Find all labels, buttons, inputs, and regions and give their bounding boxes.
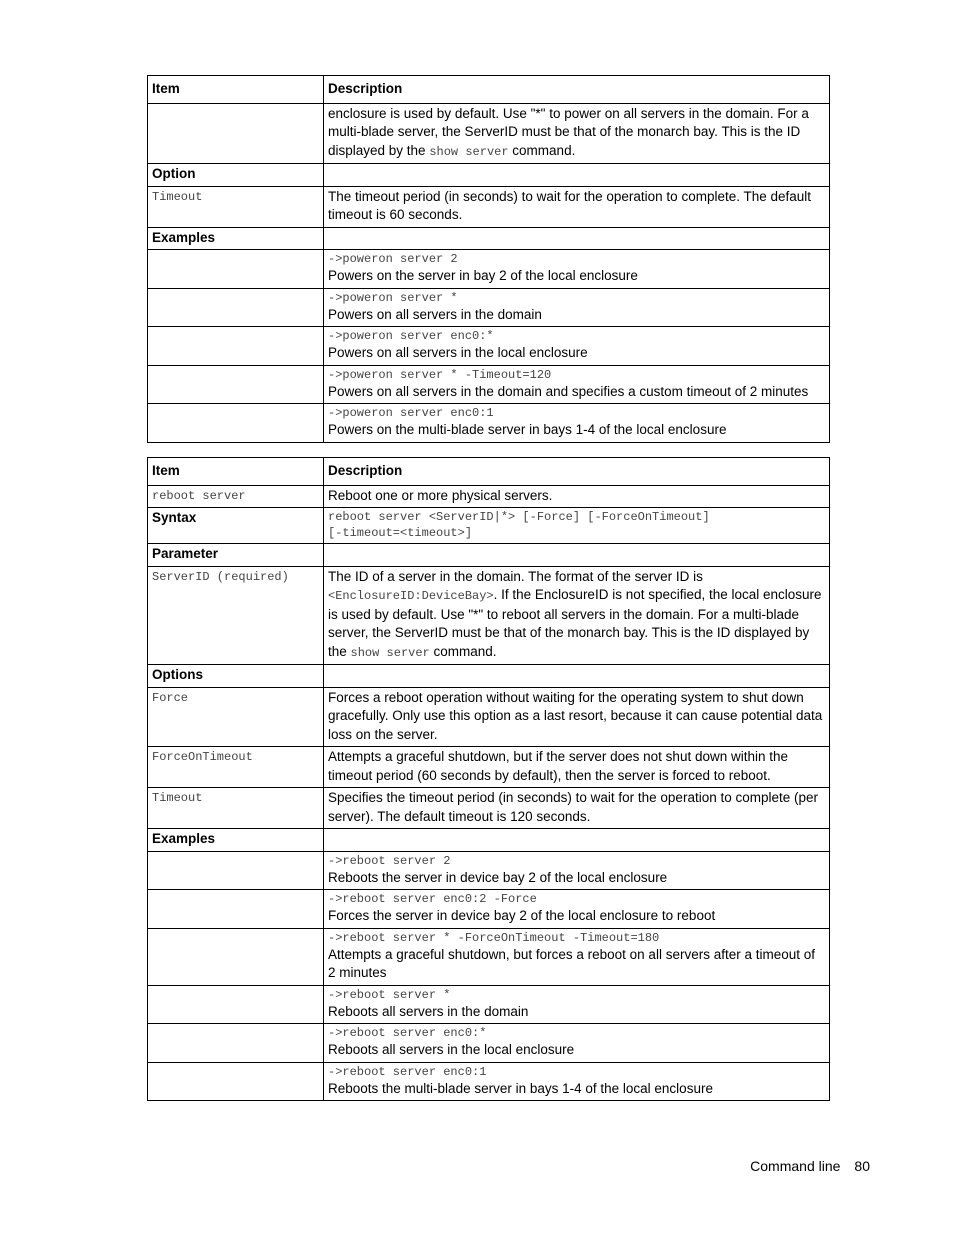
examples-section-heading: Examples [148, 227, 324, 250]
section-row [148, 829, 830, 852]
option-name: Timeout [148, 186, 324, 227]
example-description: Powers on all servers in the local enclosure [328, 345, 588, 360]
example-description: Forces the server in device bay 2 of the local enclosure to reboot [328, 908, 716, 923]
example-description: Reboots the server in device bay 2 of the local enclosure [328, 869, 668, 885]
option-name: ForceOnTimeout [148, 747, 324, 788]
example-row [148, 928, 830, 985]
options-section-heading: Options [148, 665, 324, 688]
command-name: reboot server [148, 485, 324, 508]
example-command: ->reboot server enc0:2 -Force [328, 892, 537, 906]
description-column-header: Description [324, 458, 830, 486]
example-description: Powers on the multi-blade server in bays 1-4 of the local enclosure [328, 422, 727, 437]
examples-section-heading: Examples [148, 829, 324, 852]
command-description: Reboot one or more physical servers. [324, 485, 830, 508]
example-command: ->reboot server * -ForceOnTimeout -Timeout=180 [328, 930, 660, 945]
table-row [148, 566, 830, 665]
example-description: Powers on all servers in the domain and specifies a custom timeout of 2 minutes [328, 383, 809, 399]
example-command: ->poweron server * -Timeout=120 [328, 367, 552, 382]
option-name: Timeout [148, 788, 324, 829]
option-row [148, 747, 830, 788]
example-row [148, 1062, 830, 1101]
example-row [148, 327, 830, 366]
option-row [148, 788, 830, 829]
example-row [148, 404, 830, 443]
section-row [148, 164, 830, 187]
syntax-label: Syntax [148, 508, 324, 544]
example-description: Reboots all servers in the local enclosure [328, 1042, 575, 1057]
example-command: ->poweron server 2 [328, 252, 458, 266]
table-row [148, 186, 830, 227]
poweron-server-table-continued [147, 75, 830, 443]
example-command: ->reboot server 2 [328, 853, 451, 868]
section-row [148, 665, 830, 688]
example-description: Powers on all servers in the domain [328, 306, 542, 322]
example-description: Reboots the multi-blade server in bays 1-4 of the local enclosure [328, 1080, 713, 1096]
inline-code: show server [429, 144, 509, 159]
inline-code: <EnclosureID:DeviceBay> [328, 589, 494, 603]
item-column-header: Item [148, 76, 324, 104]
option-description: The timeout period (in seconds) to wait for the operation to complete. The default timeout is 60 seconds. [324, 186, 830, 227]
page-footer [750, 1158, 870, 1174]
option-description: Specifies the timeout period (in seconds) to wait for the operation to complete (per server). The default timeout is 120 seconds. [324, 788, 830, 829]
parameter-description: The ID of a server in the domain. The format of the server ID is <EnclosureID:DeviceBay>. If the EnclosureID is not specified, the local enclosure is used by default. Use "*" to reboot all servers in the domain. For a multi-blade server, the ServerID must be that of the monarch bay. This is the ID displayed by the show server command. [324, 566, 830, 665]
example-row [148, 250, 830, 289]
section-row [148, 227, 830, 250]
table-row [148, 485, 830, 508]
page-number: 80 [854, 1158, 870, 1174]
item-column-header: Item [148, 458, 324, 486]
example-row [148, 288, 830, 327]
inline-code: show server [350, 645, 430, 660]
example-row [148, 890, 830, 929]
option-description: Forces a reboot operation without waiting for the operating system to shut down gracefully. Only use this option as a last resort, because it can cause potential data loss on the server. [324, 687, 830, 747]
example-description: Reboots all servers in the domain [328, 1003, 529, 1019]
example-command: ->poweron server enc0:1 [328, 406, 494, 420]
footer-section-title: Command line [750, 1158, 841, 1174]
example-description: Powers on the server in bay 2 of the local enclosure [328, 268, 638, 283]
example-row [148, 851, 830, 890]
table-header-row [148, 76, 830, 104]
syntax-line: [-timeout=<timeout>] [328, 526, 473, 540]
serverid-description-continued: enclosure is used by default. Use "*" to power on all servers in the domain. For a multi-blade server, the ServerID must be that of the monarch bay. This is the ID displayed by the show server command. [324, 103, 830, 164]
option-description: Attempts a graceful shutdown, but if the server does not shut down within the timeout period (60 seconds by default), then the server is forced to reboot. [324, 747, 830, 788]
example-row [148, 365, 830, 404]
description-column-header: Description [324, 76, 830, 104]
table-row [148, 103, 830, 164]
syntax-line: reboot server <ServerID|*> [-Force] [-ForceOnTimeout] [328, 510, 710, 524]
reboot-server-table [147, 457, 830, 1101]
table-row [148, 508, 830, 544]
table-header-row [148, 458, 830, 486]
example-row [148, 985, 830, 1024]
example-row [148, 1024, 830, 1063]
example-description: Attempts a graceful shutdown, but forces a reboot on all servers after a timeout of 2 minutes [328, 946, 816, 980]
section-row [148, 544, 830, 567]
example-command: ->poweron server enc0:* [328, 329, 494, 343]
parameter-name: ServerID (required) [148, 566, 324, 665]
option-row [148, 687, 830, 747]
example-command: ->reboot server enc0:* [328, 1026, 487, 1040]
option-section-heading: Option [148, 164, 324, 187]
example-command: ->poweron server * [328, 290, 458, 305]
parameter-section-heading: Parameter [148, 544, 324, 567]
example-command: ->reboot server * [328, 987, 451, 1002]
option-name: Force [148, 687, 324, 747]
example-command: ->reboot server enc0:1 [328, 1064, 487, 1079]
